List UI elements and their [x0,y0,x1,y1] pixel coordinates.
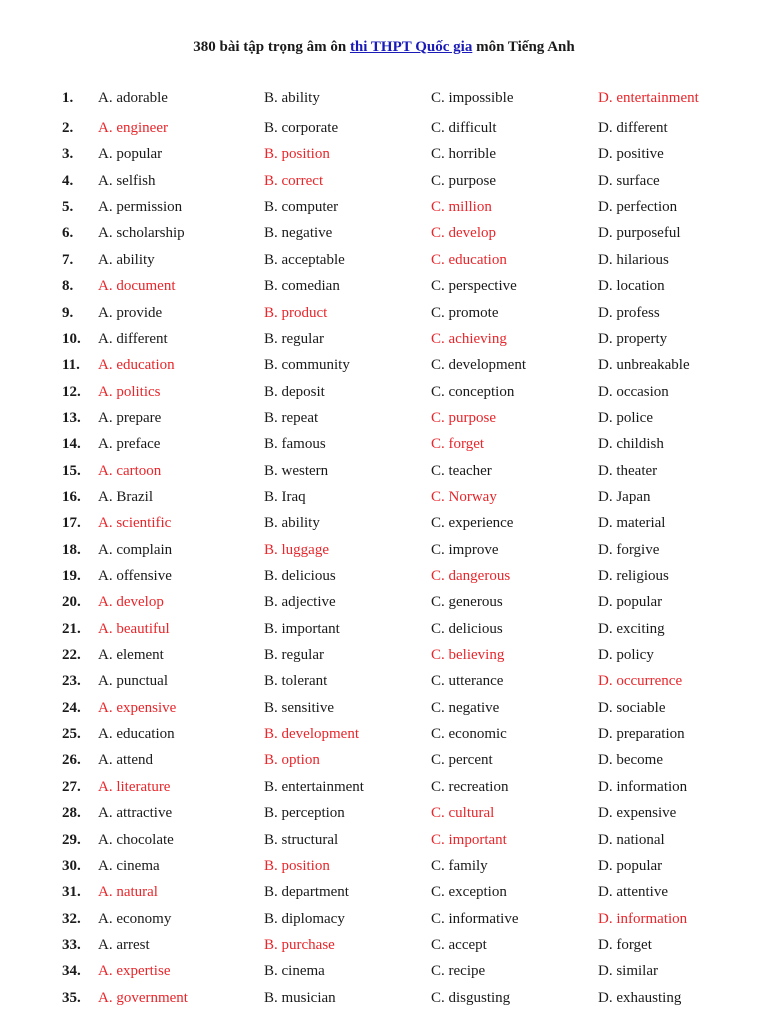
option-c: C. experience [431,515,514,532]
option-c: C. exception [431,884,507,901]
option-a: A. popular [98,146,163,163]
option-d: D. hilarious [598,251,669,268]
option-a: A. chocolate [98,831,174,848]
option-d: D. exciting [598,620,665,637]
answer-option-a: A. scientific [98,515,172,532]
question-row [0,855,768,877]
answer-option-b: B. purchase [264,936,335,953]
option-b: B. diplomacy [264,910,345,927]
answer-option-b: B. correct [264,172,324,189]
option-b: B. corporate [264,120,339,136]
answer-option-c: C. Norway [431,488,497,505]
option-a: A. Brazil [98,488,153,505]
option-d: D. expensive [598,805,677,822]
question-row [0,802,768,824]
option-b: B. sensitive [264,699,334,716]
question-number: 3. [62,146,74,163]
option-a: A. provide [98,304,163,321]
question-row [0,222,768,244]
option-d: D. different [598,120,668,136]
question-number: 16. [62,488,81,505]
option-a: A. adorable [98,90,168,106]
option-c: C. economic [431,726,507,743]
option-b: B. tolerant [264,673,328,690]
answer-option-c: C. cultural [431,805,495,822]
option-a: A. attend [98,752,153,769]
question-number: 10. [62,330,81,347]
option-d: D. similar [598,963,658,980]
question-number: 34. [62,963,81,980]
question-row [0,117,768,139]
question-row [0,934,768,956]
option-c: C. conception [431,383,515,400]
option-b: B. acceptable [264,251,345,268]
option-d: D. preparation [598,726,685,743]
option-d: D. information [598,778,688,795]
option-a: A. complain [98,541,173,558]
option-a: A. different [98,330,168,347]
option-c: C. perspective [431,278,517,295]
option-b: B. perception [264,805,345,822]
answer-option-a: A. develop [98,594,164,611]
question-number: 28. [62,805,81,822]
answer-option-a: A. engineer [98,120,168,136]
answer-option-c: C. purpose [431,409,496,426]
option-d: D. forgive [598,541,660,558]
question-number: 4. [62,172,74,189]
option-a: A. prepare [98,409,162,426]
option-b: B. computer [264,199,339,216]
answer-option-b: B. luggage [264,541,329,558]
answer-option-c: C. believing [431,647,505,663]
option-a: A. scholarship [98,225,185,242]
option-d: D. popular [598,594,663,611]
question-row [0,749,768,771]
answer-option-c: C. important [431,831,507,848]
option-c: C. negative [431,699,500,716]
option-b: B. negative [264,225,333,242]
option-a: A. selfish [98,172,156,189]
option-a: A. preface [98,436,161,453]
question-number: 20. [62,594,81,611]
option-c: C. horrible [431,146,496,163]
option-c: C. impossible [431,90,514,106]
answer-option-b: B. position [264,146,330,163]
option-c: C. teacher [431,462,492,479]
option-d: D. occasion [598,383,669,400]
answer-option-c: C. dangerous [431,568,511,584]
question-number: 33. [62,936,81,953]
option-a: A. element [98,647,164,663]
option-d: D. location [598,278,665,295]
question-row [0,433,768,455]
option-c: C. informative [431,910,519,927]
option-c: C. generous [431,594,503,611]
option-a: A. cinema [98,857,160,874]
option-b: B. famous [264,436,326,453]
answer-option-a: A. cartoon [98,462,162,479]
question-row [0,196,768,218]
option-b: B. ability [264,515,320,532]
question-number: 11. [62,357,80,374]
question-number: 35. [62,989,81,1006]
option-b: B. Iraq [264,488,306,505]
option-c: C. utterance [431,673,504,690]
answer-option-a: A. literature [98,778,171,795]
option-b: B. cinema [264,963,325,980]
title-prefix: 380 bài tập trọng âm ôn [193,39,350,55]
option-a: A. arrest [98,936,150,953]
question-number: 18. [62,541,81,558]
question-row [0,354,768,376]
option-c: C. recreation [431,778,509,795]
question-number: 23. [62,673,81,690]
option-c: C. disgusting [431,989,511,1006]
option-b: B. structural [264,831,339,848]
question-number: 19. [62,568,81,584]
option-a: A. ability [98,251,155,268]
question-number: 14. [62,436,81,453]
option-d: D. exhausting [598,989,682,1006]
option-d: D. perfection [598,199,678,216]
question-number: 5. [62,199,74,216]
question-number: 17. [62,515,81,532]
option-d: D. national [598,831,665,848]
option-d: D. attentive [598,884,668,901]
option-b: B. deposit [264,383,325,400]
title-suffix: môn Tiếng Anh [472,39,575,55]
option-d: D. policy [598,647,654,663]
option-a: A. economy [98,910,172,927]
option-d: D. police [598,409,653,426]
question-number: 26. [62,752,81,769]
question-row [0,328,768,350]
question-row [0,670,768,692]
answer-option-a: A. government [98,989,188,1006]
question-number: 1. [62,90,74,106]
answer-option-d: D. information [598,910,688,927]
option-d: D. material [598,515,666,532]
answer-option-b: B. development [264,726,359,743]
question-number: 32. [62,910,81,927]
answer-option-d: D. entertainment [598,90,699,106]
question-row [0,302,768,324]
option-b: B. entertainment [264,778,364,795]
option-c: C. family [431,857,488,874]
option-a: A. attractive [98,805,173,822]
option-d: D. positive [598,146,664,163]
answer-option-d: D. occurrence [598,673,683,690]
answer-option-a: A. beautiful [98,620,170,637]
question-row [0,381,768,403]
answer-option-a: A. politics [98,383,161,400]
question-number: 8. [62,278,74,295]
question-number: 22. [62,647,81,663]
option-c: C. purpose [431,172,496,189]
question-row [0,987,768,1009]
question-row [0,565,768,587]
question-number: 27. [62,778,81,795]
option-b: B. adjective [264,594,336,611]
option-b: B. ability [264,90,320,106]
option-d: D. childish [598,436,664,453]
option-b: B. comedian [264,278,340,295]
question-row [0,591,768,613]
option-c: C. percent [431,752,493,769]
option-c: C. improve [431,541,499,558]
answer-option-a: A. natural [98,884,158,901]
question-number: 12. [62,383,81,400]
option-b: B. western [264,462,329,479]
option-a: A. permission [98,199,183,216]
question-number: 7. [62,251,74,268]
option-b: B. repeat [264,409,319,426]
option-d: D. Japan [598,488,651,505]
option-b: B. musician [264,989,336,1006]
question-number: 6. [62,225,74,242]
option-d: D. forget [598,936,652,953]
option-a: A. offensive [98,568,172,584]
question-number: 9. [62,304,74,321]
answer-option-b: B. position [264,857,330,874]
question-row [0,486,768,508]
question-row [0,460,768,482]
question-number: 31. [62,884,81,901]
question-row [0,644,768,666]
question-number: 30. [62,857,81,874]
question-number: 29. [62,831,81,848]
question-row [0,881,768,903]
question-row [0,407,768,429]
question-number: 24. [62,699,81,716]
option-d: D. surface [598,172,660,189]
question-row [0,170,768,192]
question-number: 25. [62,726,81,743]
option-d: D. sociable [598,699,666,716]
option-c: C. promote [431,304,499,321]
question-row [0,908,768,930]
question-row [0,776,768,798]
question-number: 2. [62,120,74,136]
answer-option-a: A. expensive [98,699,177,716]
option-b: B. delicious [264,568,336,584]
option-a: A. education [98,726,175,743]
answer-option-a: A. education [98,357,175,374]
option-c: C. accept [431,936,487,953]
question-row [0,539,768,561]
answer-option-b: B. product [264,304,328,321]
answer-option-c: C. develop [431,225,496,242]
title-link[interactable]: thi THPT Quốc gia [349,39,473,55]
question-number: 15. [62,462,81,479]
option-d: D. religious [598,568,669,584]
answer-option-c: C. million [431,199,492,216]
option-b: B. regular [264,330,324,347]
option-b: B. community [264,357,350,374]
question-number: 13. [62,409,81,426]
option-a: A. punctual [98,673,168,690]
option-b: B. department [264,884,349,901]
option-d: D. popular [598,857,663,874]
question-row [0,87,768,109]
answer-option-a: A. document [98,278,176,295]
option-b: B. important [264,620,340,637]
question-row [0,275,768,297]
option-c: C. development [431,357,526,374]
option-d: D. profess [598,304,660,321]
option-c: C. delicious [431,620,503,637]
option-c: C. recipe [431,963,486,980]
answer-option-c: C. achieving [431,330,507,347]
answer-option-c: C. education [431,251,507,268]
question-row [0,143,768,165]
question-row [0,618,768,640]
answer-option-c: C. forget [431,436,485,453]
question-row [0,512,768,534]
answer-option-b: B. option [264,752,320,769]
question-row [0,723,768,745]
question-number: 21. [62,620,81,637]
option-b: B. regular [264,647,324,663]
option-d: D. purposeful [598,225,681,242]
option-d: D. property [598,330,668,347]
question-row [0,249,768,271]
option-d: D. theater [598,462,658,479]
option-c: C. difficult [431,120,497,136]
option-d: D. unbreakable [598,357,690,374]
answer-option-a: A. expertise [98,963,171,980]
question-row [0,697,768,719]
question-row [0,960,768,982]
option-d: D. become [598,752,663,769]
question-row [0,829,768,851]
